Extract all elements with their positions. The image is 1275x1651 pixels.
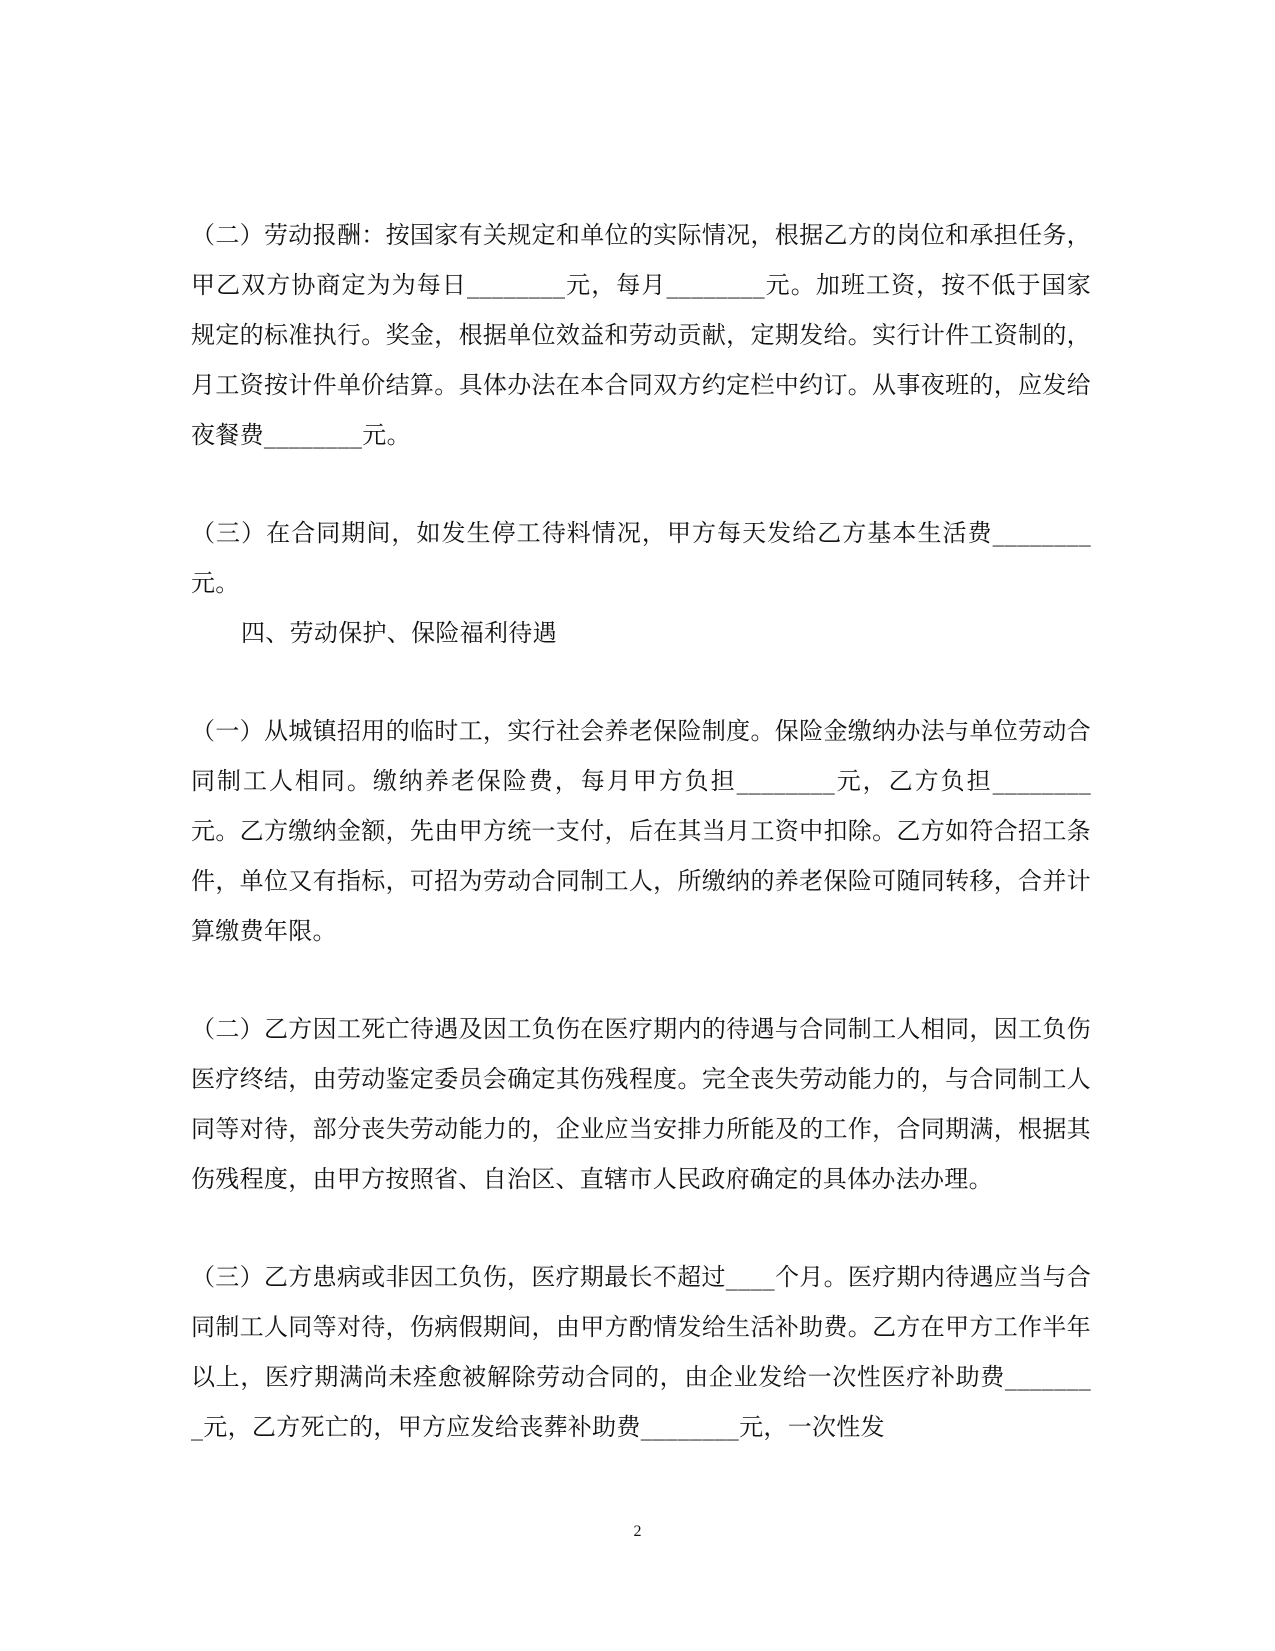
paragraph-work-injury: （二）乙方因工死亡待遇及因工负伤在医疗期内的待遇与合同制工人相同，因工负伤医疗终结，由劳动鉴定委员会确定其伤残程度。完全丧失劳动能力的，与合同制工人同等对待，部分丧失劳动能力的，企业应当安排力所能及的工作，合同期满，根据其伤残程度，由甲方按照省、自治区、直辖市人民政府确定的具体办法办理。 — [191, 1015, 1091, 1193]
document-body — [191, 210, 1091, 1452]
paragraph-labor-remuneration: （二）劳动报酬：按国家有关规定和单位的实际情况，根据乙方的岗位和承担任务，甲乙双方协商定为为每日________元，每月________元。加班工资，按不低于国家规定的标准执行。奖金，根据单位效益和劳动贡献，定期发给。实行计件工资制的，月工资按计件单价结算。具体办法在本合同双方约定栏中约订。从事夜班的，应发给夜餐费________元。 — [191, 221, 1091, 449]
paragraph-work-stoppage-allowance: （三）在合同期间，如发生停工待料情况，甲方每天发给乙方基本生活费________元。 — [191, 519, 1091, 597]
section-heading-labor-protection: 四、劳动保护、保险福利待遇 — [241, 619, 557, 647]
page-number: 2 — [633, 1523, 642, 1540]
paragraph-illness-medical-period: （三）乙方患病或非因工负伤，医疗期最长不超过____个月。医疗期内待遇应当与合同制工人同等对待，伤病假期间，由甲方酌情发给生活补助费。乙方在甲方工作半年以上，医疗期满尚未痊愈被解除劳动合同的，由企业发给一次性医疗补助费________元，乙方死亡的，甲方应发给丧葬补助费________元，一次性发 — [191, 1263, 1091, 1441]
paragraph-pension-insurance: （一）从城镇招用的临时工，实行社会养老保险制度。保险金缴纳办法与单位劳动合同制工人相同。缴纳养老保险费，每月甲方负担________元，乙方负担________元。乙方缴纳金额，先由甲方统一支付，后在其当月工资中扣除。乙方如符合招工条件，单位又有指标，可招为劳动合同制工人，所缴纳的养老保险可随同转移，合并计算缴费年限。 — [191, 717, 1091, 945]
